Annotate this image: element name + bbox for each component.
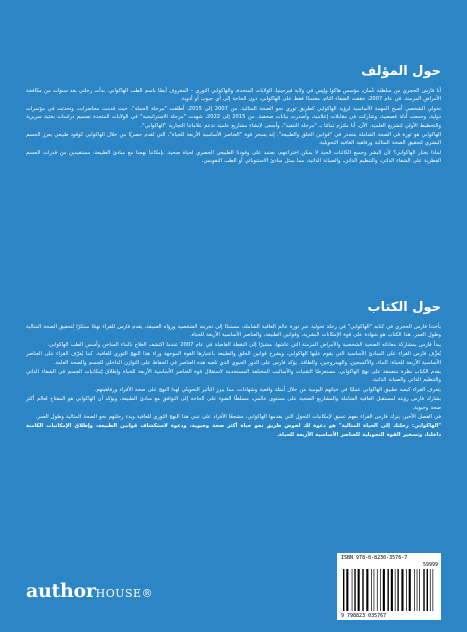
book-closing-paragraph: "الهاكوابي: رحلتك إلى الحياة المثالية" هو دعوة لك لخوض طريق نحو حياة أكثر صحة وحيوية، ودعوة لاستكشاف قوانين الطبيعة، وإطلاق الإمكانيات الكامنة داخلنا، وتسخير القوة التحويلية للعناصر الأساسية الأربعة للحياة.: [26, 423, 441, 438]
author-paragraph: الهاكوابي هو ثورة في الصحة الشاملة متجذر في "قوانين الخلق والطبيعة". إنه يسخر قوة "العناصر الأساسية الأربعة للحياة"، التي تُقدم حصريًا من خلال الهاكوابي كوقود طبيعي يعزز الجسم البشري لتحقيق الصحة المثالية ورفاهية العافية التحويلية.: [26, 132, 441, 147]
barcode-bar: [383, 569, 385, 611]
book-paragraph: في الفصل الأخير، يترك فارس القراء بفهم عميق لإمكانيات التحول التي يقدمها الهاكوابي، مشجعًا الأفراد على تبني هذا النهج الثوري للعافية وبدء رحلتهم نحو الصحة المثالية وطول العمر.: [35, 414, 441, 421]
barcode-bar: [380, 569, 381, 611]
book-paragraph: يقدم الكتاب نظرة متعمقة على نهج الهاكوابي، مستعرضًا التقنيات والأساليب المختلفة المستخدمة لاستغلال قوة العناصر الأساسية الأربعة للحياة وإطلاق إمكانيات الجسم في الشفاء الذاتي والتنظيم الذاتي والصيانة الذاتية.: [26, 369, 441, 384]
barcode-bar: [354, 569, 355, 611]
price-code: 59999: [422, 562, 438, 568]
barcode-bar: [388, 569, 389, 611]
barcode-bar: [414, 569, 415, 611]
barcode-bar: [358, 569, 360, 611]
book-paragraph: يتعرف القراء كيفية تطبيق الهاكوابي عمليًا في حياتهم اليومية من خلال أمثلة واقعية وشهادات، مما يبرز التأثير التحويلي لهذا النهج على صحة الأفراد ورفاهيتهم.: [94, 386, 441, 393]
about-author-heading: حول المؤلف: [361, 64, 441, 79]
publisher-name-main: author: [26, 580, 96, 602]
trademark-symbol: ®: [141, 587, 154, 600]
about-author-section: [26, 64, 441, 167]
barcode-bar: [371, 569, 372, 611]
barcode-bar: [397, 569, 398, 611]
author-paragraph: لماذا نختار الهاكوابي؟ لأن البشر وجميع الكائنات الحية لا يمكن اختراعهم، نعتمد على وقودنا الطبيعي الحصري لحياة صحية. بإمكاننا نهجنا مع مبادئ الطبيعة، مستفيدين من قدرات الجسم الفطرية على الشفاء الذاتي، والتنظيم الذاتي، والصيانة الذاتية، مما يمثل مبادئ الاستتوبائي أو الطب التقويمي.: [26, 149, 441, 165]
publisher-name-suffix: HOUSE: [95, 587, 142, 600]
barcode-bar: [374, 569, 375, 611]
barcode-bar: [395, 569, 396, 611]
about-book-section: [26, 300, 441, 440]
publisher-logo: [26, 580, 153, 602]
barcode-bar: [406, 569, 407, 611]
about-book-heading: حول الكتاب: [367, 300, 441, 315]
barcode-bar: [409, 569, 411, 611]
book-paragraph: يأخذنا فارس الحجري في كتابه "الهاكوابي" في رحلة تحولية عبر ثورة عالم العافية الشاملة. مستندًا إلى تجربته الشخصية ورؤاه العميقة، يقدم فارس للقراء نهجًا مبتكرًا لتحقيق الصحة المثالية وطول العمر. هذا الكتاب هو شهادة على قوة الإمكانات البشرية، وقوانين الطبيعة، والعناصر الأساسية الأربعة للحياة.: [26, 324, 441, 339]
barcode-bar: [430, 569, 431, 611]
barcode-bar: [423, 569, 424, 611]
book-paragraph: يُعرِّف فارس القراء على المبادئ الأساسية التي يقوم عليها الهاكوابي، ويشرح قوانين الخلق والطبيعة باعتبارها القوة الموجهة وراء هذا النهج الثوري للعافية. كما يُعرّف القراء على العناصر الأساسية الأربعة للحياة: الماء، والأكسجين، والهيدروجين، والطاقة. يؤكد فارس على الدور الحيوي الذي تلعبه هذه العناصر في الحفاظ على التوازن الداخلي للجسم والصحة العامة.: [26, 351, 441, 366]
barcode-bar: [419, 569, 420, 611]
barcode-bar: [362, 569, 363, 611]
barcode-bar: [417, 569, 418, 611]
barcode-bar: [433, 569, 434, 611]
author-paragraph: تحولي الشخصي أصبح المهمة الأساسية لرؤية الهاكوابي كطريق ثوري نحو الصحة المثالية. من 2007 إلى 2015، أطلقت "مرحلة الحملة"، حيث قدمت محاضرات، وتحدثت في مؤتمرات دولية، وجمعت أدلة قصصية، وشاركت في مقابلات إعلامية، وأصدرت بيانات صحفية. من 2015 إلى 2022، شهدت "مرحلة الاستراتيجية" في الولايات المتحدة تصميم دراسات بحثية سريرية والتخطيط الأولي لتشريع العلمية. الآن، أنا ملتزم تمامًا بـ "مرحلة التنفيذ"، وأسعى لإنشاء مشاريع علمية تدعم علاماتنا التجارية "الهاكوابي".: [26, 105, 441, 129]
barcode-digits: 9 798823 035767: [341, 613, 387, 619]
barcode-bar: [401, 569, 403, 611]
barcode-box: [337, 553, 441, 620]
barcode-bar: [377, 569, 378, 611]
book-paragraph: يشارك فارس رؤيته لمستقبل العافية الشاملة والمشاريع الصحية على مستوى عالمي، مسلطًا الضوء على الحاجة إلى التوافق مع مبادئ الطبيعة، ويؤكد أن الهاكوابي هو المفتاح لعالم أكثر صحة وحيوية.: [26, 396, 441, 411]
book-paragraph: يبدأ فارس بمشاركة معاناته الصحية الشخصية والأمراض المزمنة التي عاشها، مشيرًا إلى النقطة الفاصلة في عام 2007 عندما اكتشف العلاج بالماء الساخن وأسس الطب الهاكوابي.: [47, 341, 441, 348]
barcode-bar: [366, 569, 368, 611]
barcode-bar: [346, 569, 348, 611]
barcode-bar: [427, 569, 428, 611]
barcode-bar: [352, 569, 353, 611]
barcode-bar: [391, 569, 393, 611]
barcode-bars: [341, 569, 437, 611]
isbn-label: ISBN 978-0-8230-3576-7: [341, 555, 408, 561]
barcode-bar: [343, 569, 344, 611]
author-paragraph: أنا فارس الحجري من سلطنة عُمان، مؤسس هاكوا ولِنِس في ولاية فيرجينيا، الولايات المتحدة، والهاكوابي الثوري – المعروف أيضًا باسم الطب الهاكوابي. بدأت رحلتي بعد سنوات من مكافحة الأمراض المزمنة. في عام 2007، حققت الشفاء التام، معتمدًا فقط على الهاكوابي، دون الحاجة إلى أي حبوب أو أدوية.: [26, 88, 441, 103]
